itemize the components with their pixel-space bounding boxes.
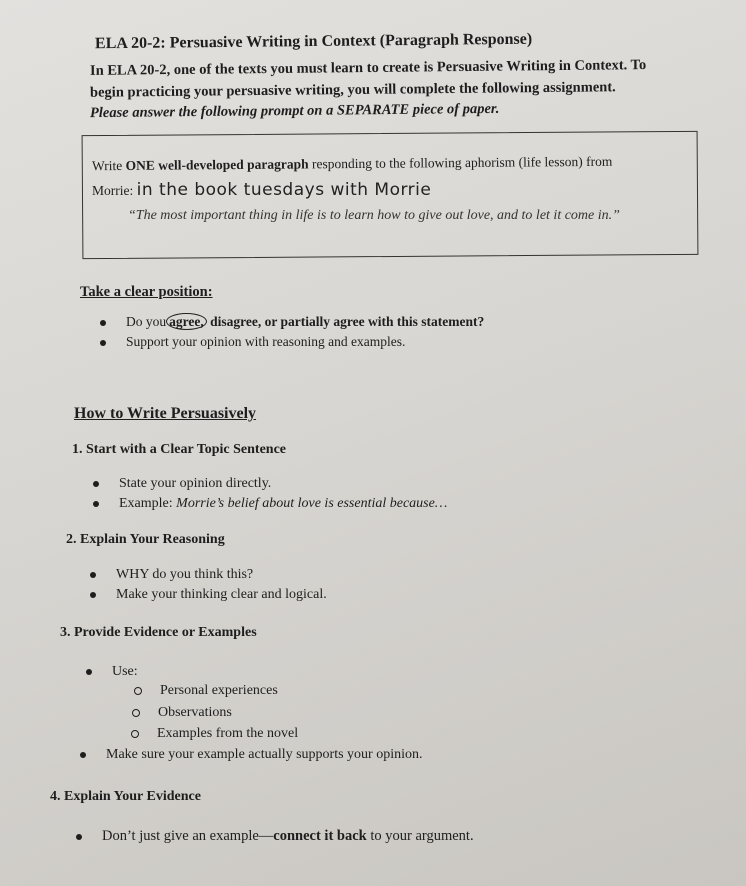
bullet-icon [93, 501, 99, 507]
text: Morrie’s belief about love is essential because… [176, 496, 448, 511]
sub-bullet-icon [131, 730, 139, 738]
text: Example: [119, 496, 177, 511]
intro-line-3: Please answer the following prompt on a SEPARATE piece of paper. [89, 100, 500, 122]
text: connect it back [273, 828, 367, 844]
position-bullet-1 [100, 314, 484, 330]
text: responding to the following aphorism (life lesson) from [308, 153, 613, 172]
s2-bullet-1 [90, 567, 253, 583]
text: Don’t just give an example— [102, 828, 274, 844]
prompt-line-2 [92, 180, 431, 200]
text: disagree, or partially agree with this statement? [206, 314, 485, 329]
s3-bullet-1 [86, 664, 138, 680]
bullet-icon [90, 572, 96, 578]
section-3-title: 3. Provide Evidence or Examples [60, 625, 257, 640]
s3-sub-1 [134, 683, 278, 699]
intro-line-1: In ELA 20-2, one of the texts you must learn to create is Persuasive Writing in Context. To [89, 57, 647, 79]
bullet-icon [93, 481, 99, 487]
s3-sub-3 [131, 726, 298, 742]
s4-bullet-1 [76, 828, 474, 845]
bullet-icon [86, 669, 92, 675]
s3-bullet-2 [80, 747, 422, 763]
sub-bullet-icon [132, 709, 140, 717]
bullet-icon [76, 834, 82, 840]
text: Make your thinking clear and logical. [116, 587, 327, 602]
s1-bullet-1 [93, 476, 271, 492]
how-to-heading: How to Write Persuasively [74, 405, 257, 422]
section-1-title: 1. Start with a Clear Topic Sentence [72, 442, 287, 457]
s3-sub-2 [132, 705, 232, 721]
handwritten-answer: in the book tuesdays with Morrie [136, 180, 432, 200]
text: Personal experiences [160, 683, 278, 698]
text: Make sure your example actually supports your opinion. [106, 747, 423, 762]
aphorism-quote: “The most important thing in life is to learn how to give out love, and to let it come in.” [128, 208, 620, 223]
sub-bullet-icon [134, 687, 142, 695]
text: to your argument. [366, 828, 474, 844]
text: ONE [125, 157, 155, 173]
bullet-icon [90, 592, 96, 598]
bullet-icon [80, 752, 86, 758]
circled-word: agree, [166, 313, 207, 330]
text: Examples from the novel [157, 726, 299, 741]
text: Do you [126, 314, 167, 329]
text: State your opinion directly. [119, 476, 272, 491]
text: Morrie: [92, 183, 134, 198]
bullet-icon [100, 320, 106, 326]
s1-bullet-2 [93, 496, 447, 512]
text: Use: [112, 664, 138, 679]
text: well-developed paragraph [154, 156, 309, 173]
section-4-title: 4. Explain Your Evidence [50, 789, 201, 804]
intro-line-2: begin practicing your persuasive writing, you will complete the following assignment. [89, 79, 616, 101]
text: Support your opinion with reasoning and examples. [126, 334, 406, 349]
position-bullet-2 [100, 334, 405, 350]
text: WHY do you think this? [116, 567, 254, 582]
bullet-icon [100, 340, 106, 346]
section-2-title: 2. Explain Your Reasoning [66, 532, 225, 547]
s2-bullet-2 [90, 587, 327, 603]
text: Write [91, 157, 126, 174]
position-heading: Take a clear position: [80, 284, 213, 300]
document-title: ELA 20-2: Persuasive Writing in Context (Paragraph Response) [94, 30, 533, 53]
text: Observations [158, 705, 232, 720]
